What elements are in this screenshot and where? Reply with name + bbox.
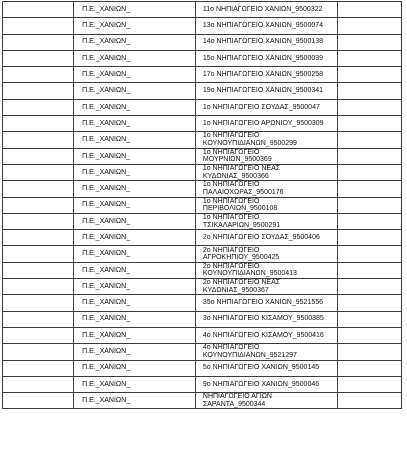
school-name-line: 1ο ΝΗΠΙΑΓΩΓΕΙΟ [202,213,260,221]
blank-cell [3,99,74,115]
blank-cell [338,99,402,115]
school-name-line: ΠΕΡΙΒΟΛΙΩΝ_9500108 [202,205,278,213]
region-cell: Π.Ε._ΧΑΝΙΩΝ_ [74,164,196,180]
table-row [3,230,402,246]
school-cell [195,213,337,229]
school-name-line: ΚΟΥΝΟΥΠΙΔΙΑΝΩΝ_9500413 [202,270,297,278]
blank-cell [338,230,402,246]
region-cell: Π.Ε._ΧΑΝΙΩΝ_ [74,99,196,115]
school-cell [195,164,337,180]
region-cell: Π.Ε._ΧΑΝΙΩΝ_ [74,116,196,132]
blank-cell [3,262,74,278]
region-cell: Π.Ε._ΧΑΝΙΩΝ_ [74,262,196,278]
school-name-line: ΤΣΙΚΑΛΑΡΙΩΝ_9500291 [202,221,281,229]
blank-cell [3,213,74,229]
school-name-line: ΚΟΥΝΟΥΠΙΔΙΑΝΩΝ_9521297 [202,351,297,359]
blank-cell [3,327,74,343]
region-cell: Π.Ε._ΧΑΝΙΩΝ_ [74,393,196,409]
school-cell [195,393,337,409]
school-cell [195,132,337,148]
region-cell: Π.Ε._ΧΑΝΙΩΝ_ [74,34,196,50]
blank-cell [338,376,402,392]
blank-cell [3,2,74,18]
blank-cell [338,393,402,409]
school-cell [195,344,337,360]
blank-cell [3,344,74,360]
blank-cell [3,116,74,132]
table-row [3,83,402,99]
school-name-line: ΑΓΡΟΚΗΠΙΟΥ_9500425 [202,254,280,262]
school-name-line: 14ο ΝΗΠΙΑΓΩΓΕΙΟ ΧΑΝΙΩΝ_9500138 [202,38,324,46]
school-cell [195,148,337,164]
region-cell: Π.Ε._ΧΑΝΙΩΝ_ [74,181,196,197]
blank-cell [338,279,402,295]
blank-cell [3,148,74,164]
school-cell [195,99,337,115]
table-row [3,197,402,213]
table-row [3,18,402,34]
region-cell: Π.Ε._ΧΑΝΙΩΝ_ [74,246,196,262]
school-name-line: ΚΟΥΝΟΥΠΙΔΙΑΝΩΝ_9500299 [202,140,297,148]
region-cell: Π.Ε._ΧΑΝΙΩΝ_ [74,132,196,148]
table-row [3,360,402,376]
school-name-line: 1ο ΝΗΠΙΑΓΩΓΕΙΟ ΑΡΩΝΙΟΥ_9500309 [202,119,324,127]
blank-cell [3,18,74,34]
blank-cell [3,164,74,180]
school-cell [195,360,337,376]
table-row [3,262,402,278]
school-cell [195,246,337,262]
school-name-line: 11ο ΝΗΠΙΑΓΩΓΕΙΟ ΧΑΝΙΩΝ_9500322 [202,5,323,13]
school-cell [195,262,337,278]
blank-cell [3,376,74,392]
table-row [3,376,402,392]
region-cell: Π.Ε._ΧΑΝΙΩΝ_ [74,67,196,83]
region-cell: Π.Ε._ΧΑΝΙΩΝ_ [74,197,196,213]
school-name-line: 1ο ΝΗΠΙΑΓΩΓΕΙΟ ΣΟΥΔΑΣ_9500047 [202,103,320,111]
school-name-line: 2ο ΝΗΠΙΑΓΩΓΕΙΟ ΣΟΥΔΑΣ_9500406 [202,234,320,241]
school-cell [195,181,337,197]
blank-cell [3,34,74,50]
blank-cell [338,327,402,343]
school-name-line: ΚΥΔΩΝΙΑΣ_9500367 [202,286,269,294]
school-cell [195,67,337,83]
table-row [3,116,402,132]
blank-cell [3,360,74,376]
blank-cell [3,230,74,246]
region-cell: Π.Ε._ΧΑΝΙΩΝ_ [74,148,196,164]
blank-cell [338,246,402,262]
school-cell [195,327,337,343]
blank-cell [338,34,402,50]
blank-cell [338,344,402,360]
table-row [3,164,402,180]
table-row [3,344,402,360]
school-name-line: 13ο ΝΗΠΙΑΓΩΓΕΙΟ ΧΑΝΙΩΝ_9500074 [202,22,324,30]
school-name-line: ΠΑΛΑΙΟΧΩΡΑΣ_9500176 [202,188,284,196]
school-cell [195,116,337,132]
blank-cell [3,181,74,197]
blank-cell [338,213,402,229]
blank-cell [338,148,402,164]
region-cell: Π.Ε._ΧΑΝΙΩΝ_ [74,344,196,360]
table-row [3,295,402,311]
schools-table [2,1,402,409]
blank-cell [338,197,402,213]
school-cell [195,34,337,50]
school-name-line: 4ο ΝΗΠΙΑΓΩΓΕΙΟ ΚΙΣΑΜΟΥ_9500416 [202,331,324,339]
school-name-line: 4ο ΝΗΠΙΑΓΩΓΕΙΟ [202,344,260,352]
region-cell: Π.Ε._ΧΑΝΙΩΝ_ [74,50,196,66]
blank-cell [338,360,402,376]
school-cell [195,50,337,66]
table-row [3,393,402,409]
region-cell: Π.Ε._ΧΑΝΙΩΝ_ [74,295,196,311]
blank-cell [3,50,74,66]
school-name-line: 17ο ΝΗΠΙΑΓΩΓΕΙΟ ΧΑΝΙΩΝ_9500258 [202,71,324,79]
blank-cell [3,393,74,409]
blank-cell [338,67,402,83]
school-name-line: 1ο ΝΗΠΙΑΓΩΓΕΙΟ [202,181,260,189]
blank-cell [338,132,402,148]
school-name-line: 2ο ΝΗΠΙΑΓΩΓΕΙΟ [202,262,260,270]
blank-cell [338,181,402,197]
region-cell: Π.Ε._ΧΑΝΙΩΝ_ [74,2,196,18]
school-name-line: 15ο ΝΗΠΙΑΓΩΓΕΙΟ ΧΑΝΙΩΝ_9500039 [202,54,324,62]
school-name-line: 1ο ΝΗΠΙΑΓΩΓΕΙΟ [202,132,260,140]
table-row [3,34,402,50]
school-cell [195,311,337,327]
school-name-line: 1ο ΝΗΠΙΑΓΩΓΕΙΟ ΝΕΑΣ [202,165,281,173]
region-cell: Π.Ε._ΧΑΝΙΩΝ_ [74,327,196,343]
region-cell: Π.Ε._ΧΑΝΙΩΝ_ [74,376,196,392]
table-row [3,213,402,229]
school-name-line: ΣΑΡΑΝΤΑ_9500344 [202,400,266,408]
blank-cell [338,262,402,278]
region-cell: Π.Ε._ΧΑΝΙΩΝ_ [74,83,196,99]
table-row [3,246,402,262]
blank-cell [3,197,74,213]
blank-cell [338,83,402,99]
school-cell [195,279,337,295]
table-row [3,311,402,327]
school-name-line: 1ο ΝΗΠΙΑΓΩΓΕΙΟ [202,148,260,156]
blank-cell [3,83,74,99]
region-cell: Π.Ε._ΧΑΝΙΩΝ_ [74,311,196,327]
school-cell [195,295,337,311]
blank-cell [3,132,74,148]
school-name-line: 35ο ΝΗΠΙΑΓΩΓΕΙΟ ΧΑΝΙΩΝ_9521556 [202,299,324,307]
school-cell [195,2,337,18]
school-name-line: ΚΥΔΩΝΙΑΣ_9500366 [202,172,269,180]
blank-cell [338,2,402,18]
school-name-line: 5ο ΝΗΠΙΑΓΩΓΕΙΟ ΧΑΝΙΩΝ_9500145 [202,364,320,372]
table-row [3,148,402,164]
region-cell: Π.Ε._ΧΑΝΙΩΝ_ [74,279,196,295]
school-name-line: 1ο ΝΗΠΙΑΓΩΓΕΙΟ [202,197,260,205]
blank-cell [3,246,74,262]
table-row [3,132,402,148]
region-cell: Π.Ε._ΧΑΝΙΩΝ_ [74,230,196,246]
school-cell [195,376,337,392]
school-name-line: 19ο ΝΗΠΙΑΓΩΓΕΙΟ ΧΑΝΙΩΝ_9500341 [202,87,324,95]
blank-cell [3,279,74,295]
region-cell: Π.Ε._ΧΑΝΙΩΝ_ [74,360,196,376]
blank-cell [338,295,402,311]
table-row [3,327,402,343]
school-name-line: 2ο ΝΗΠΙΑΓΩΓΕΙΟ [202,246,260,254]
table-row [3,67,402,83]
school-name-line: 2ο ΝΗΠΙΑΓΩΓΕΙΟ ΝΕΑΣ [202,279,281,287]
blank-cell [338,18,402,34]
table-row [3,2,402,18]
table-row [3,50,402,66]
region-cell: Π.Ε._ΧΑΝΙΩΝ_ [74,213,196,229]
blank-cell [338,164,402,180]
table-row [3,279,402,295]
blank-cell [3,67,74,83]
school-name-line: 9ο ΝΗΠΙΑΓΩΓΕΙΟ ΧΑΝΙΩΝ_9500046 [202,380,320,388]
blank-cell [3,295,74,311]
region-cell: Π.Ε._ΧΑΝΙΩΝ_ [74,18,196,34]
table-row [3,99,402,115]
school-name-line: ΜΟΥΡΝΙΩΝ_9500369 [202,156,272,164]
table-row [3,181,402,197]
blank-cell [3,311,74,327]
blank-cell [338,311,402,327]
school-cell [195,197,337,213]
blank-cell [338,116,402,132]
school-cell [195,18,337,34]
school-cell [195,230,337,246]
school-name-line: ΝΗΠΙΑΓΩΓΕΙΟ ΑΓΙΩΝ [202,393,272,401]
school-name-line: 3ο ΝΗΠΙΑΓΩΓΕΙΟ ΚΙΣΑΜΟΥ_9500385 [202,315,324,323]
blank-cell [338,50,402,66]
school-cell [195,83,337,99]
